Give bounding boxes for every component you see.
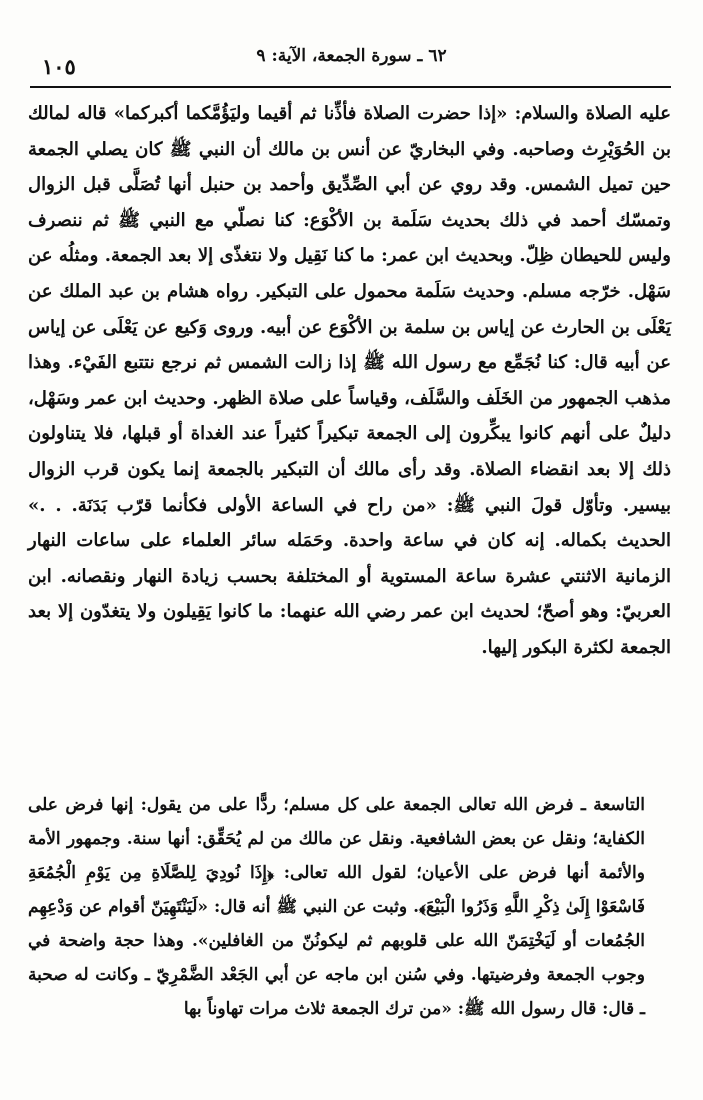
paragraph: عليه الصلاة والسلام: «إذا حضرت الصلاة فأذِّنا ثم أقيما وليَؤُمَّكما أكبركما» قاله لمالك بن الحُوَيْرِث وصاحبه. وفي البخاريّ عن أنس بن مالك أن النبي ﷺ كان يصلي الجمعة حين تميل الشمس. وقد روي عن أبي الصِّدِّيق وأحمد بن حنبل أنها تُصَلَّى قبل الزوال وتمسّك أحمد في ذلك بحديث سَلَمة بن الأكْوَع: كنا نصلّي مع النبي ﷺ ثم ننصرف وليس للحيطان ظِلّ. وبحديث ابن عمر: ما كنا نَقِيل ولا نتغذّى إلا بعد الجمعة. ومثلُه عن سَهْل. خرّجه مسلم. وحديث سَلَمة محمول على التبكير. رواه هشام بن عبد الملك عن يَعْلَى بن الحارث عن إياس بن سلمة بن الأكْوَع عن أبيه. وروى وَكيع عن يَعْلَى عن إياس عن أبيه قال: كنا نُجَمِّع مع رسول الله ﷺ إذا زالت الشمس ثم نرجع نتتبع الفَيْء. وهذا مذهب الجمهور من الخَلَف والسَّلَف، وقياساً على صلاة الظهر. وحديث ابن عمر وسَهْل، دليلٌ على أنهم كانوا يبكِّرون إلى الجمعة تبكيراً كثيراً عند الغداة أو قبلها، فلا يتناولون ذلك إلا بعد انقضاء الصلاة. وقد رأى مالك أن التبكير بالجمعة إنما يكون قرب الزوال بيسير. وتأوّل قولَ النبي ﷺ: «من راح في الساعة الأولى فكأنما قرّب بَدَنَة. . .» الحديث بكماله. إنه كان في ساعة واحدة. وحَمَله سائر العلماء على ساعات النهار الزمانية الاثنتي عشرة ساعة المستوية أو المختلفة بحسب زيادة النهار ونقصانه. ابن العربيّ: وهو أصحّ؛ لحديث ابن عمر رضي الله عنهما: ما كانوا يَقِيلون ولا يتغدّون إلا بعد الجمعة لكثرة البكور إليها. [28, 103, 671, 658]
text-block-continuation [28, 96, 671, 666]
text-block-ninth-issue [28, 788, 671, 1026]
running-title: ٦٢ ـ سورة الجمعة، الآية: ٩ [256, 46, 447, 66]
paragraph: التاسعة ـ فرض الله تعالى الجمعة على كل مسلم؛ ردًّا على من يقول: إنها فرض على الكفاية؛ ونقل عن بعض الشافعية. ونقل عن مالك من لم يُحَقِّق: أنها سنة. وجمهور الأمة والأئمة أنها فرض على الأعيان؛ لقول الله تعالى: ﴿إِذَا نُودِيَ لِلصَّلَاةِ مِن يَوْمِ الْجُمُعَةِ فَاسْعَوْا إِلَىٰ ذِكْرِ اللَّهِ وَذَرُوا الْبَيْعَ﴾. وثبت عن النبي ﷺ أنه قال: «لَيَنْتَهِيَنّ أقوام عن وَدْعِهِم الجُمُعات أو لَيَخْتِمَنّ الله على قلوبهم ثم ليكونُنّ من الغافلين». وهذا حجة واضحة في وجوب الجمعة وفرضيتها. وفي سُنن ابن ماجه عن أبي الجَعْد الضَّمْرِيّ ـ وكانت له صحبة ـ قال: قال رسول الله ﷺ: «من ترك الجمعة ثلاث مرات تهاوناً بها [28, 795, 645, 1019]
page-header [30, 42, 673, 79]
page-number: ١٠٥ [42, 54, 76, 79]
header-divider [30, 86, 671, 88]
